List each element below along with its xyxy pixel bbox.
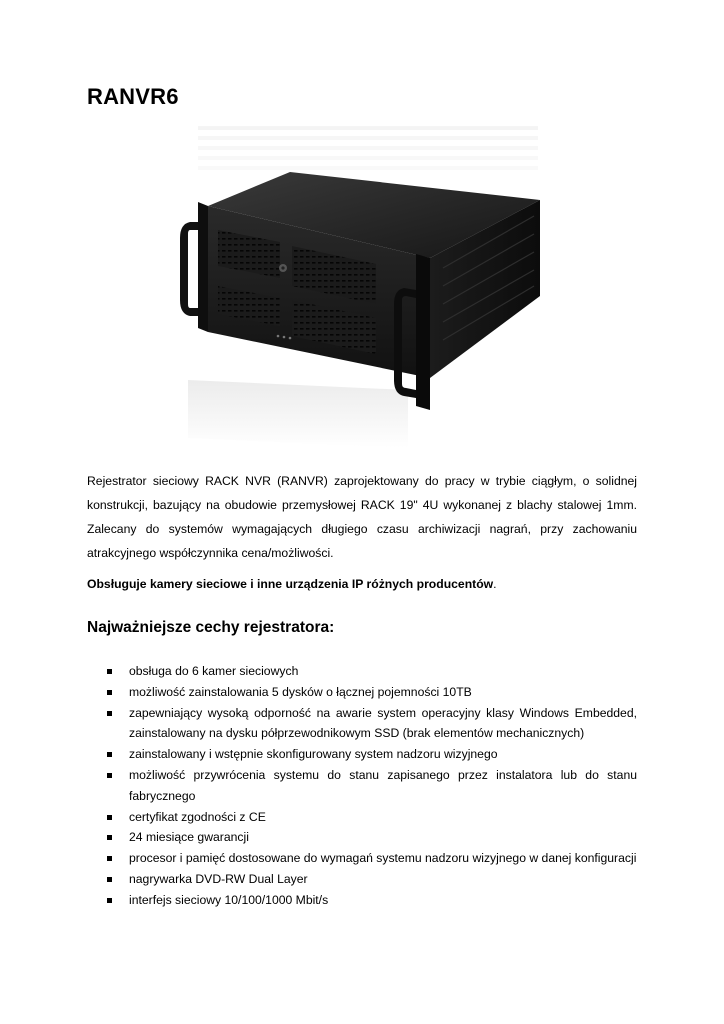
square-bullet-icon (107, 835, 112, 840)
feature-item (87, 807, 637, 828)
feature-text: możliwość przywrócenia systemu do stanu zapisanego przez instalatora lub do stanu fabrycznego (129, 767, 637, 803)
square-bullet-icon (107, 815, 112, 820)
support-statement-end: . (493, 577, 497, 591)
square-bullet-icon (107, 773, 112, 778)
square-bullet-icon (107, 898, 112, 903)
square-bullet-icon (107, 856, 112, 861)
feature-item (87, 703, 637, 745)
square-bullet-icon (107, 690, 112, 695)
page-title: RANVR6 (87, 84, 179, 109)
feature-text: interfejs sieciowy 10/100/1000 Mbit/s (129, 892, 329, 907)
feature-text: procesor i pamięć dostosowane do wymagań systemu nadzoru wizyjnego w danej konfiguracji (129, 851, 637, 866)
support-statement (87, 574, 497, 594)
feature-text: 24 miesiące gwarancji (129, 830, 249, 845)
feature-item (87, 869, 637, 890)
feature-item (87, 682, 637, 703)
feature-text: obsługa do 6 kamer sieciowych (129, 664, 299, 678)
support-statement-bold: Obsługuje kamery sieciowe i inne urządzenia IP różnych producentów (87, 577, 494, 591)
feature-text: zapewniający wysoką odporność na awarie system operacyjny klasy Windows Embedded, zainstalowany na dysku półprzewodnikowym SSD (brak elementów mechanicznych) (129, 705, 637, 741)
square-bullet-icon (107, 711, 112, 716)
feature-text: zainstalowany i wstępnie skonfigurowany system nadzoru wizyjnego (129, 747, 498, 762)
feature-text: certyfikat zgodności z CE (129, 809, 266, 824)
features-list (87, 661, 637, 911)
features-heading: Najważniejsze cechy rejestratora: (87, 619, 335, 636)
feature-item (87, 661, 637, 682)
feature-item (87, 848, 637, 869)
feature-item (87, 827, 637, 848)
square-bullet-icon (107, 877, 112, 882)
rack-nvr-chassis-icon (168, 118, 558, 458)
feature-text: nagrywarka DVD-RW Dual Layer (129, 871, 308, 886)
intro-paragraph: Rejestrator sieciowy RACK NVR (RANVR) zaprojektowany do pracy w trybie ciągłym, o solidnej konstrukcji, bazujący na obudowie przemysłowej RACK 19" 4U wykonanej z blachy stalowej 1mm. Zalecany do systemów wymagających długiego czasu archiwizacji nagrań, przy zachowaniu atrakcyjnego współczynnika cena/możliwości. (87, 474, 637, 560)
feature-item (87, 765, 637, 807)
feature-item (87, 744, 637, 765)
square-bullet-icon (107, 752, 112, 757)
feature-text: możliwość zainstalowania 5 dysków o łącznej pojemności 10TB (129, 684, 472, 699)
square-bullet-icon (107, 669, 112, 674)
feature-item (87, 890, 637, 911)
